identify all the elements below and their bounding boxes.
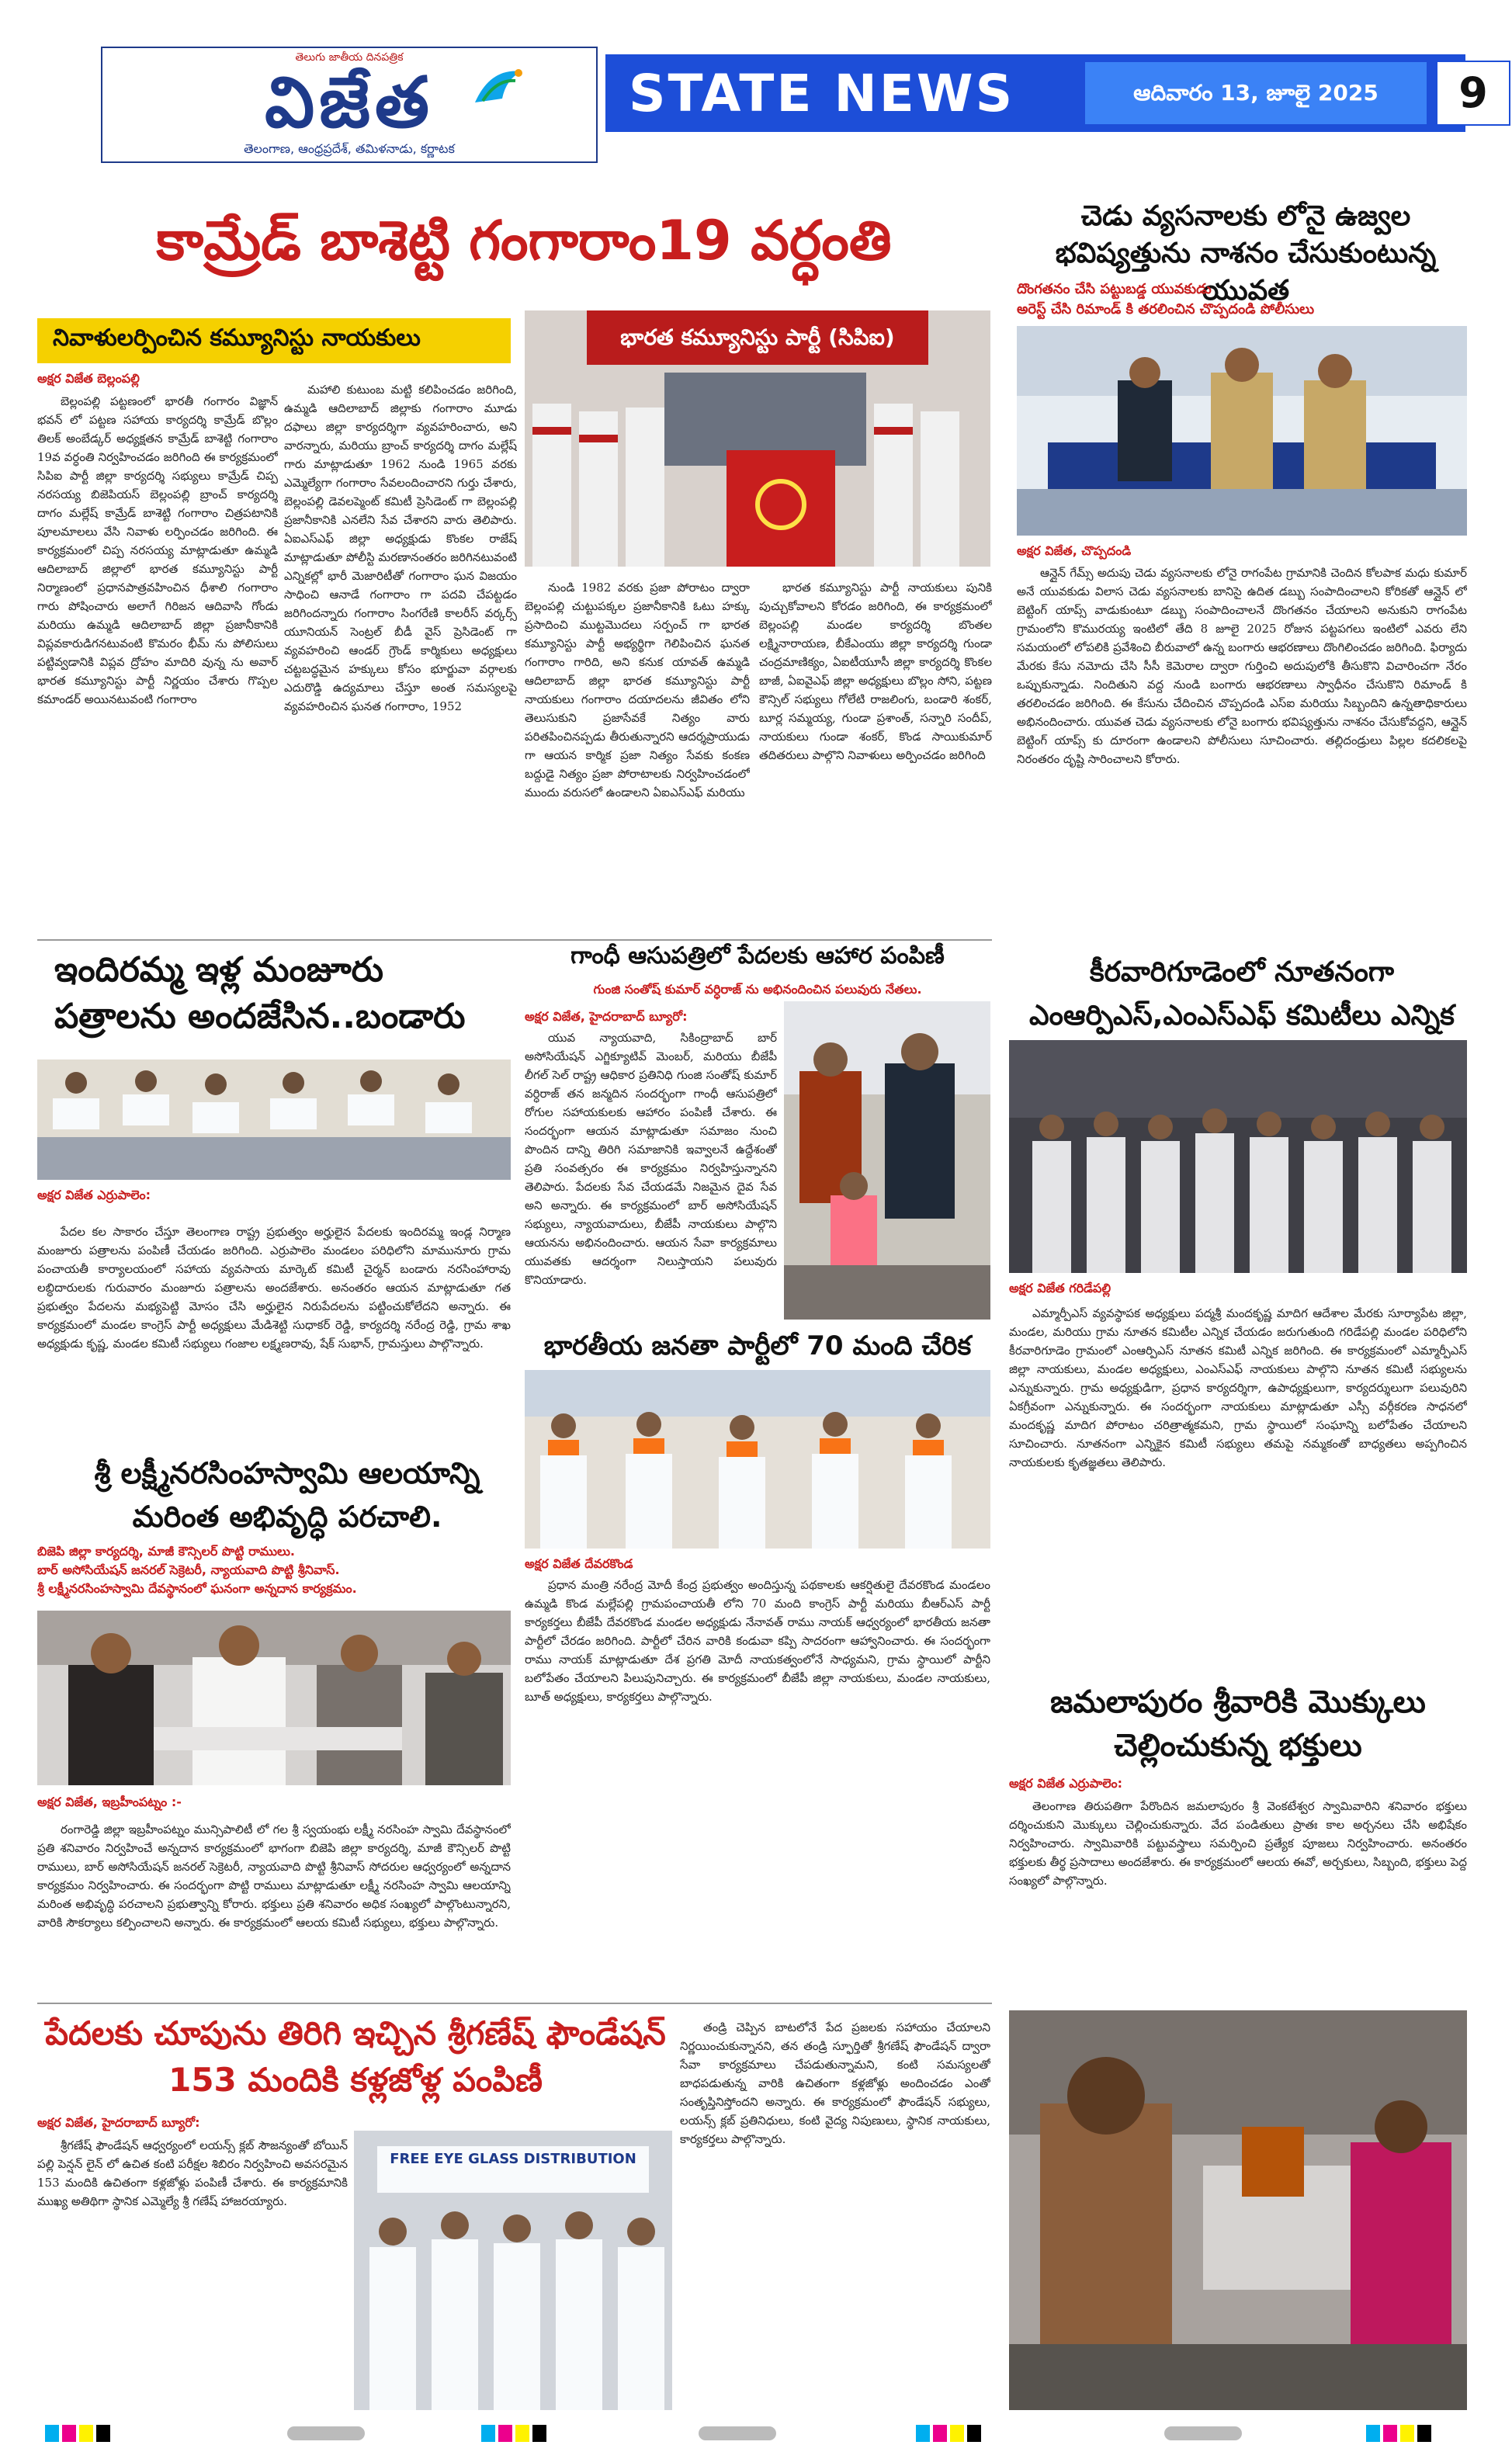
magenta-swatch [62,2425,76,2442]
youth-headline[interactable]: చెడు వ్యసనాలకు లోనై ఉజ్వల భవిష్యత్తును నాశనం చేసుకుంటున్న యువత [1055,200,1437,307]
lakshmi-headline[interactable]: శ్రీ లక్ష్మీనరసింహస్వామి ఆలయాన్ని మరింత అభివృద్ధి పరచాలి. [94,1456,480,1534]
gandhi-headline[interactable]: గాంధీ ఆసుపత్రిలో పేదలకు ఆహార పంపిణీ [570,942,945,969]
ganesh-headline[interactable]: పేదలకు చూపును తిరిగి ఇచ్చిన శ్రీగణేష్ ఫౌండేషన్ 153 మందికి కళ్లజోళ్ల పంపిణీ [45,2014,666,2099]
black-swatch [967,2425,981,2442]
yellow-swatch [515,2425,529,2442]
gandhi-text-top: యువ న్యాయవాది, సికింద్రాబాద్ బార్ అసోసియేషన్ ఎగ్జిక్యూటివ్ మెంబర్, మరియు బీజేపీ లీగల్ సెల్ రాష్ట్ర ఆధికార ప్రతినిధి గుంజి సంతోష్ కుమార్ వర్ధిరాజ్ తన జన్మదిన సందర్భంగా గాంధీ ఆసుపత్రిలో రోగుల సహాయకులకు ఆహారం పంపిణీ చేశారు. ఈ సందర్భంగా ఆయన మాట్లాడుతూ సమాజం నుంచి పొందిన దాన్ని తిరిగి సమాజానికి ఇవ్వాలనే ఉద్దేశంతో ప్రతి సంవత్సరం ఈ కార్యక్రమం నిర్వహిస్తున్నానని తెలిపారు. పేదలకు సేవ చేయడమే నిజమైన దైవ సేవ అని అన్నారు. ఈ కార్యక్రమంలో బార్ అసోసియేషన్ సభ్యులు, న్యాయవాదులు, బీజేపీ నాయకులు పాల్గొని ఆయనను అభినందించారు. ఆయన సేవా కార్యక్రమాలు యువతకు ఆదర్శంగా నిలుస్తాయని పలువురు కొనియాడారు. [525,1031,777,1287]
lakshmi-text: రంగారెడ్డి జిల్లా ఇబ్రహీంపట్నం మున్సిపాలిటీ లో గల శ్రీ స్వయంభు లక్ష్మీ నరసింహ స్వామి దేవస్థానంలో ప్రతి శనివారం నిర్వహించే అన్నదాన కార్యక్రమంలో భాగంగా బిజెపి జిల్లా కార్యదర్శి, మాజీ కౌన్సిలర్ పొట్టి రాములు, బార్ అసోసియేషన్ జనరల్ సెక్రెటరీ, న్యాయవాది పొట్టి శ్రీనివాస్ సోదరుల ఆధ్వర్యంలో అన్నదాన కార్యక్రమం నిర్వహించారు. ఈ సందర్భంగా పొట్టి రాములు మాట్లాడుతూ లక్ష్మీ నరసింహ స్వామి ఆలయాన్ని మరింత అభివృద్ధి పరచాలని ప్రభుత్వాన్ని కోరారు. భక్తులు ప్రతి శనివారం అధిక సంఖ్యలో పాల్గొంటున్నారని, వారికి సౌకర్యాలు కల్పించాలని అన్నారు. ఈ కార్యక్రమంలో ఆలయ కమిటీ సభ్యులు, భక్తులు పాల్గొన్నారు. [37,1823,511,1930]
food-distribution-photo[interactable] [784,1001,990,1320]
registration-pill [1164,2426,1242,2440]
cpi-banner-text: భారత కమ్యూనిస్టు పార్టీ (సిపిఐ) [620,324,895,350]
bjp-joining-image [525,1370,990,1549]
logo-tagline: తెలుగు జాతీయ దినపత్రిక [295,51,404,64]
black-swatch [96,2425,110,2442]
annadanam-image [37,1611,511,1785]
registration-pill [699,2426,776,2440]
eye-glass-banner-text: FREE EYE GLASS DISTRIBUTION [390,2151,636,2167]
yellow-swatch [79,2425,93,2442]
indiramma-headline[interactable]: ఇందిరమ్మ ఇళ్ల మంజూరు పత్రాలను అందజేసిన..బండారు [54,950,466,1036]
cyan-swatch [45,2425,59,2442]
police-arrest-photo[interactable] [1017,326,1467,536]
logo-title: విజేత [265,61,434,144]
committee-photo[interactable] [1009,1040,1467,1273]
black-swatch [532,2425,546,2442]
lakshmi-subline-3: శ్రీ లక్ష్మీనరసింహస్వామి దేవస్థానంలో ఘనంగా అన్నదాన కార్యక్రమం. [37,1581,357,1596]
cyan-swatch [1366,2425,1380,2442]
temple-image [1009,2010,1467,2410]
divider [37,2003,992,2004]
lead-byline: అక్షర విజేత బెల్లంపల్లి [37,371,140,386]
eye-glass-image [354,2131,672,2410]
lead-headline[interactable]: కామ్రేడ్ బాశెట్టి గంగారాం19 వర్ధంతి [156,209,892,272]
temple-photo[interactable] [1009,2010,1467,2410]
section-title: STATE NEWS [629,64,1015,123]
jamala-headline[interactable]: జమలాపురం శ్రీవారికి మొక్కులు చెల్లించుకున్న భక్తులు [1050,1684,1426,1764]
jamala-byline: అక్షర విజేత ఎర్రుపాలెం: [1009,1776,1123,1791]
keeravari-headline[interactable]: కీరవారిగూడెంలో నూతనంగా ఎంఆర్పిఎస్,ఎంఎస్ఎఫ్ కమిటీలు ఎన్నిక [1029,956,1455,1032]
cyan-swatch [916,2425,930,2442]
lead-column-4: భారత కమ్యూనిస్టు పార్టీ నాయకులు పునికి పుచ్చుకోవాలని కోరడం జరిగింది, ఈ కార్యక్రమంలో బెల్లంపల్లి మండల కార్యదర్శి బొంతల లక్ష్మినారాయణ, బీకేఎంయు జిల్లా కార్యదర్శి గుండా చంద్రమాణిక్యం, ఏఐటీయూసీ జిల్లా కార్యదర్శి కొంకల బాజీ, ఏఐవైఎఫ్ జిల్లా అధ్యక్షులు బొల్లం సోని, పట్టణ కౌన్సిల్ సభ్యులు గోలేటి రాజలింగు, బండారి శంకర్, బూర్ల సమ్మయ్య, గుండా ప్రశాంత్, సన్నారి సందీప్, నాయకులు గుండా శంకర్, కొండ సాయికుమార్ తదితరులు పాల్గొని నివాళులు అర్పించడం జరిగింది [759,581,992,762]
ganesh-byline: అక్షర విజేత, హైదరాబాద్ బ్యూరో: [37,2115,200,2130]
ganesh-text-right: తండ్రి చెప్పిన బాటలోనే పేద ప్రజలకు సహాయం చేయాలని నిర్ణయించుకున్నానని, తన తండ్రి స్ఫూర్తితో శ్రీగణేష్ ఫౌండేషన్ ద్వారా సేవా కార్యక్రమాలు చేపడుతున్నామని, కంటి సమస్యలతో బాధపడుతున్న వారికి ఉచితంగా కళ్లజోళ్లు అందించడం ఎంతో సంతృప్తినిస్తోందని అన్నారు. ఈ కార్యక్రమంలో ఫౌండేషన్ సభ్యులు, లయన్స్ క్లబ్ ప్రతినిధులు, కంటి వైద్య నిపుణులు, స్థానిక నాయకులు, కార్యకర్తలు పాల్గొన్నారు. [680,2020,990,2146]
cyan-swatch [481,2425,495,2442]
lead-column-2: మహాలి కుటుంబ మట్టి కలిపించడం జరిగింది, ఉమ్మడి ఆదిలాబాద్ జిల్లాకు గంగారాం మూడు దఫాలు జిల్లా కార్యదర్శిగా వ్యవహరించారు, అని వారన్నారు, మరియు బ్రాంచ్ కార్యదర్శి దాగం మల్లేష్ గారు మాట్లాడుతూ 1962 నుండి 1965 వరకు ఎమ్మెల్యేగా గంగారాం సేవలందించారని గుర్తు చేశారు, బెల్లంపల్లి డెవలప్మెంట్ కమిటీ ప్రెసిడెంట్ గా బెల్లంపల్లి ప్రజానీకానికి ఎనలేని సేవ చేశారని వారు తెలిపారు. ఏఐఎస్ఎఫ్ జిల్లా అధ్యక్షుడు కొంకల రాజేష్ మాట్లాడుతూ పోలీస్టి మరణానంతరం జరిగినటువంటి ఎన్నికల్లో భారీ మెజారిటీతో గంగారాం ఘన విజయం సాధించి ఆనాడే గంగారాం గా పదవి చేపట్టడం జరిగిందన్నారు గంగారాం సింగరేణి కాలరీస్ వర్కర్స్ యూనియన్ సెంట్రల్ బీడీ వైస్ ప్రెసిడెంట్ గా వ్యవహరించి ఆండర్ గ్రౌండ్ కార్మికులు అధ్యక్షులు చట్టబద్ధమైన హక్కులు కోసం భూర్జువా వర్గాలకు ఎదురొడ్డి ఉద్యమాలు చేస్తూ అంత సమస్యలపై వ్యవహరించిన ఘనత గంగారాం, 1952 [284,383,517,713]
youth-byline: అక్షర విజేత, చొప్పదండి [1017,543,1132,558]
magenta-swatch [498,2425,512,2442]
magenta-swatch [1383,2425,1397,2442]
peacock-icon [467,64,529,110]
keeravari-text: ఎమ్మార్పీఎస్ వ్యవస్థాపక అధ్యక్షులు పద్మశ్రీ మందకృష్ణ మాదిగ ఆదేశాల మేరకు సూర్యాపేట జిల్లా, మండల, మరియు గ్రామ నూతన కమిటీల ఎన్నిక చేయడం జరుగుతుంది గరిడేపల్లి మండల పరిధిలోని కీరవారిగూడెం గ్రామంలో ఎంఆర్పిఎస్ నూతన కమిటీ ఎన్నిక జరిగింది. ఈ కార్యక్రమంలో ఎమ్మార్పీఎస్ జిల్లా నాయకులు, మండల అధ్యక్షులు, ఎంఎస్ఎఫ్ నాయకులు పాల్గొని నూతన కమిటీ సభ్యులను ఎన్నుకున్నారు. గ్రామ అధ్యక్షుడిగా, ప్రధాన కార్యదర్శిగా, ఉపాధ్యక్షులుగా, కార్యదర్శులుగా పలువురిని ఏకగ్రీవంగా ఎన్నుకున్నారు. ఈ సందర్భంగా నాయకులు మాట్లాడుతూ ఎస్సీ వర్గీకరణ సాధనలో మందకృష్ణ మాదిగ పోరాటం చరిత్రాత్మకమని, గ్రామ స్థాయిలో సంఘాన్ని బలోపేతం చేయాలని సూచించారు. నూతనంగా ఎన్నికైన కమిటీ సభ్యులు తమపై నమ్మకంతో బాధ్యతలు అప్పగించిన నాయకులకు కృతజ్ఞతలు తెలిపారు. [1009,1306,1467,1469]
black-swatch [1417,2425,1431,2442]
issue-date: ఆదివారం 13, జూలై 2025 [1085,62,1427,124]
gandhi-subline: గుంజి సంతోష్ కుమార్ వర్ధిరాజ్ ను అభినందించిన పలువురు నేతలు. [593,982,922,997]
lakshmi-subline-2: బార్ అసోసియేషన్ జనరల్ సెక్రెటరీ, న్యాయవాది పొట్టి శ్రీనివాస్. [37,1562,340,1577]
eye-glass-photo[interactable] [354,2131,672,2410]
indiramma-image [37,1060,511,1180]
bjp-joining-photo[interactable] [525,1370,990,1549]
bjp-byline: అక్షర విజేత దేవరకొండ [525,1556,633,1571]
masthead [93,47,1488,163]
indiramma-text: పేదల కల సాకారం చేస్తూ తెలంగాణ రాష్ట్ర ప్రభుత్వం అర్హులైన పేదలకు ఇందిరమ్మ ఇండ్ల నిర్మాణ మంజూరు పత్రాలను పంపిణీ చేయడం జరిగింది. ఎర్రుపాలెం మండలం పరిధిలోని మామునూరు గ్రామ పంచాయతీ కార్యాలయంలో సహాయ వ్యవసాయ మార్కెట్ కమిటీ చైర్మన్ బండారు నరసింహారావు లబ్ధిదారులకు గురువారం మంజూరు పత్రాలను అందజేశారు. అనంతరం ఆయన మాట్లాడుతూ గత ప్రభుత్వం పేదలను మభ్యపెట్టి మోసం చేసి అర్హులైన నిరుపేదలను పట్టించుకోలేదని అన్నారు. ఈ కార్యక్రమంలో మండల కాంగ్రెస్ పార్టీ అధ్యక్షులు మేడిశెట్టి సుధాకర్ రెడ్డి, కార్యదర్శి నరేంద్ర రెడ్డి, గ్రామ శాఖ అధ్యక్షుడు కృష్ణ, మండల కమిటీ సభ్యులు గంజాల లక్ష్మణరావు, షేక్ సుభాన్, గ్రామస్తులు పాల్గొన్నారు. [37,1225,511,1351]
indiramma-byline: అక్షర విజేత ఎర్రుపాలెం: [37,1188,151,1202]
lakshmi-byline: అక్షర విజేత, ఇబ్రహీంపట్నం :- [37,1795,182,1809]
lead-column-1: బెల్లంపల్లి పట్టణంలో భారతీ గంగారం విజ్ఞాన్ భవన్ లో పట్టణ సహాయ కార్యదర్శి కామ్రేడ్ బొల్లం తిలక్ అంబేడ్కర్ అధ్యక్షతన కామ్రేడ్ బాశెట్టి గంగారాం 19వ వర్ధంతి నిర్వహించడం జరిగింది ఈ కార్యక్రమంలో సిపిఐ పార్టీ జిల్లా కార్యదర్శి సభ్యులు కామ్రేడ్ చిప్ప నరసయ్య బిజెపియస్ బెల్లంపల్లి బ్రాంచ్ కార్యదర్శి దాగం మల్లేష్ కామ్రేడ్ బాశెట్టి గంగారాం చిత్రపటానికి పూలమాలలు వేసి నివాళు లర్పించడం జరిగింది. ఈ కార్యక్రమంలో చిప్ప నరసయ్య మాట్లాడుతూ ఉమ్మడి ఆదిలాబాద్ జిల్లాలో భారత కమ్యూనిస్టు పార్టీ నిర్మాణంలో ప్రధానపాత్రవహించిన ధీశాలి గంగారాం గారు పోషించారు అలాగే గిరిజన ఆదివాసి గోండు మరియు ఉమ్మడి ఆదిలాబాద్ జిల్లా ప్రజానీకానికి విప్లవకారుడిగనటువంటి కొమరం భీమ్ ను పోలిసులు పట్టివ్వడానికి విప్లవ ద్రోహం మాదిరి వున్న ను అవార్ భారత కమ్యూనిస్టు పార్టీ నిర్ణయం చేశారు గొప్పల కమాండర్ అయినటువంటి గంగారాం [37,394,278,706]
ganesh-text-left: శ్రీగణేష్ ఫౌండేషన్ ఆధ్వర్యంలో లయన్స్ క్లబ్ సౌజన్యంతో బోయిన్ పల్లి పెన్షన్ లైన్ లో ఉచిత కంటి పరీక్షల శిబిరం నిర్వహించి అవసరమైన 153 మందికి ఉచితంగా కళ్లజోళ్లు పంపిణీ చేశారు. ఈ కార్యక్రమానికి ముఖ్య అతిథిగా స్థానిక ఎమ్మెల్యే శ్రీ గణేష్ హాజరయ్యారు. [37,2138,348,2208]
youth-subhead-1: దొంగతనం చేసి పట్టుబడ్డ యువకుడు [1017,281,1212,297]
lakshmi-subline-1: బిజెపి జిల్లా కార్యదర్శి, మాజీ కౌన్సిలర్ పొట్టి రాములు. [37,1544,296,1559]
lead-banner: నివాళులర్పించిన కమ్యూనిస్టు నాయకులు [37,318,511,363]
jamala-text: తెలంగాణ తిరుపతిగా పేరొందిన జమలాపురం శ్రీ వెంకటేశ్వర స్వామివారిని శనివారం భక్తులు దర్శించుకుని మొక్కులు చెల్లించుకున్నారు. వేద పండితులు ప్రాతః కాల అర్చనలు చేసి అభిషేకం నిర్వహించారు. స్వామివారికి పట్టువస్త్రాలు సమర్పించి ప్రత్యేక పూజలు నిర్వహించారు. అనంతరం భక్తులకు తీర్థ ప్రసాదాలు అందజేశారు. ఈ కార్యక్రమంలో ఆలయ ఈవో, అర్చకులు, సిబ్బంది, భక్తులు పెద్ద సంఖ్యలో పాల్గొన్నారు. [1009,1799,1467,1888]
logo-regions: తెలంగాణ, ఆంధ్రప్రదేశ్, తమిళనాడు, కర్ణాటక [244,141,455,156]
youth-text: ఆన్లైన్ గేమ్స్ అదుపు చెడు వ్యసనాలకు లోనై రాగంపేట గ్రామానికి చెందిన కోలపాక మధు కుమార్ అనే యువకుడు విలాస చెడు వ్యసనాలకు బానిసై ఉదిత డబ్బు సంపాదించాలని కోరికతో ఆన్లైన్ లో బెట్టింగ్ యాప్స్ వాడుకుంటూ డబ్బు సంపాదించాలనే దొంగతనం చేయాలని అనుకుని రాగంపేట గ్రామంలోని కొమురయ్య ఇంటిలో తేది 8 జూలై 2025 రోజున పట్టపగలు ఇంటిలో ఎవరు లేని సమయంలో లోపలికి ప్రవేశించి బీరువాలో ఉన్న బంగారు ఆభరణాలు దొంగిలించడం జరిగింది. ఫిర్యాదు మేరకు కేసు నమోదు చేసి సీసీ కెమెరాల ద్వారా గుర్తించి అదుపులోకి తీసుకొని విచారించగా నేరం ఒప్పుకున్నాడు. నిందితుని వద్ద నుండి బంగారు ఆభరణాలు స్వాధీనం చేసుకొని రిమాండ్ కి తరలించడం జరిగింది. ఈ కేసును చేదించిన చొప్పదండి ఎస్ఐ మరియు సిబ్బందిని ఉన్నతాధికారులు అభినందించారు. యువత చెడు వ్యసనాలకు లోనై బంగారు భవిష్యత్తును నాశనం చేసుకోవద్దని, ఆన్లైన్ బెట్టింగ్ యాప్స్ కు దూరంగా ఉండాలని పోలీసులు సూచించారు. తల్లిదండ్రులు పిల్లల కదలికలపై నిరంతరం దృష్టి సారించాలని కోరారు. [1017,566,1467,766]
yellow-swatch [950,2425,964,2442]
divider [37,939,992,941]
food-distribution-image [784,1001,990,1320]
yellow-swatch [1400,2425,1414,2442]
youth-subhead-2: అరెస్ట్ చేసి రిమాండ్ కి తరలించిన చొప్పదండి పోలీసులు [1017,301,1315,317]
registration-pill [287,2426,365,2440]
gandhi-byline: అక్షర విజేత, హైదరాబాద్ బ్యూరో: [525,1009,688,1024]
magenta-swatch [933,2425,947,2442]
indiramma-photo[interactable] [37,1060,511,1180]
keeravari-byline: అక్షర విజేత గరిడేపల్లి [1009,1281,1111,1295]
newspaper-logo[interactable] [101,47,598,163]
bjp-headline[interactable]: భారతీయ జనతా పార్టీలో 70 మంది చేరిక [543,1330,972,1361]
page-number: 9 [1436,61,1510,126]
police-arrest-image [1017,326,1467,536]
print-registration-strip [0,2422,1512,2445]
cpi-rally-photo[interactable] [525,310,990,567]
annadanam-photo[interactable] [37,1611,511,1785]
lead-column-3: నుండి 1982 వరకు ప్రజా పోరాటం ద్వారా బెల్లంపల్లి చుట్టుపక్కల ప్రజానీకానికి ఓటు హక్కు ప్రసాదించి ముట్టమొదలు సర్పంచ్ గా భారత కమ్యూనిస్టు పార్టీ అభ్యర్థిగా గెలిపించిన ఘనత గంగారాం గారిది, అని కనుక యావత్ ఉమ్మడి ఆదిలాబాద్ జిల్లా భారత కమ్యూనిస్టు పార్టీ నాయకులు గంగారాం దయాదలను జీవితం లోని తెలుసుకుని ప్రజాసేవకే నిత్యం వారు పరితపించినప్పడు తీరుతున్నారని ఆదర్శప్రాయుడు గా ఆయన కార్మిక ప్రజా నిత్యం సేవకు కంకణ బద్దుడై నిత్యం ప్రజా పోరాటాలకు నిర్వహించడంలో ముందు వరుసలో ఉండాలని ఏఐఎస్ఎఫ్ మరియు [525,581,750,799]
committee-image [1009,1040,1467,1273]
bjp-text: ప్రధాన మంత్రి నరేంద్ర మోదీ కేంద్ర ప్రభుత్వం అందిస్తున్న పథకాలకు ఆకర్షితులై దేవరకొండ మండలం ఉమ్మడి కొండ మల్లేపల్లి గ్రామపంచాయతీ లోని 70 మంది కాంగ్రెస్ పార్టీ మరియు బీఆర్ఎస్ పార్టీ కార్యకర్తలు బీజేపీ దేవరకొండ మండల అధ్యక్షుడు నేనావత్ రాము నాయక్ ఆధ్వర్యంలో భారతీయ జనతా పార్టీలో చేరడం జరిగింది. పార్టీలో చేరిన వారికి కండువా కప్పి సాదరంగా ఆహ్వానించారు. ఈ సందర్భంగా రాము నాయక్ మాట్లాడుతూ దేశ ప్రగతి మోదీ నాయకత్వంలోనే సాధ్యమని, గ్రామ స్థాయిలో పార్టీని బలోపేతం చేయాలని పిలుపునిచ్చారు. ఈ కార్యక్రమంలో బీజేపీ జిల్లా నాయకులు, మండల నాయకులు, బూత్ అధ్యక్షులు, కార్యకర్తలు పాల్గొన్నారు. [525,1578,990,1704]
section-bar [605,54,1488,132]
